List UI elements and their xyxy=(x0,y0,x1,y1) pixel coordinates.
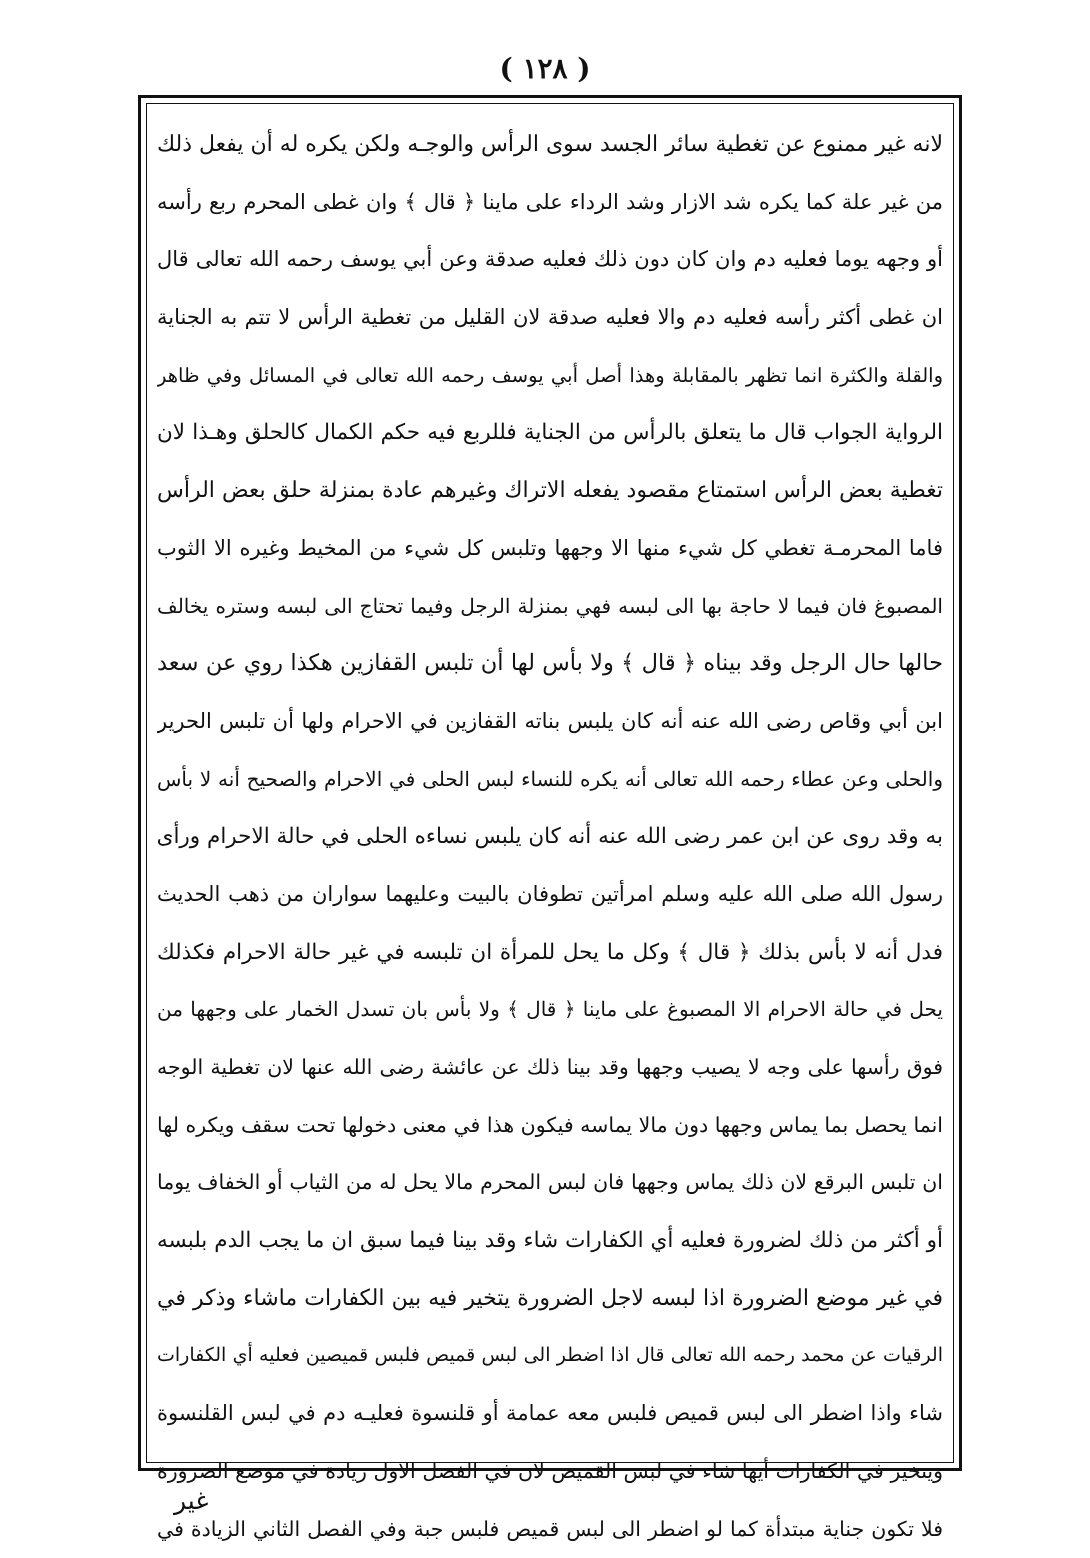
text-line: حالها حال الرجل وقد بيناه ﴿ قال ﴾ ولا بأس لها أن تلبس القفازين هكذا روي عن سعد xyxy=(157,635,943,693)
text-line: لانه غير ممنوع عن تغطية سائر الجسد سوى الرأس والوجـه ولكن يكره له أن يفعل ذلك xyxy=(157,116,943,174)
text-line: انما يحصل بما يماس وجهها دون مالا يماسه فيكون هذا في معنى دخولها تحت سقف ويكره لها xyxy=(157,1097,943,1155)
text-line: من غير علة كما يكره شد الازار وشد الرداء على ماينا ﴿ قال ﴾ وان غطى المحرم ربع رأسه xyxy=(157,174,943,232)
text-line: فلا تكون جناية مبتدأة كما لو اضطر الى لبس قميص فلبس جبة وفي الفصل الثاني الزيادة في xyxy=(157,1501,943,1558)
text-line: شاء واذا اضطر الى لبس قميص فلبس معه عمامة أو قلنسوة فعليـه دم في لبس القلنسوة xyxy=(157,1385,943,1443)
text-line: ان غطى أكثر رأسه فعليه دم والا فعليه صدقة لان القليل من تغطية الرأس لا تتم به الجناية xyxy=(157,289,943,347)
text-line: ويتخير في الكفارات أيها شاء في لبس القميص لان في الفصل الاول زيادة في موضع الضرورة xyxy=(157,1443,943,1501)
text-line: في غير موضع الضرورة اذا لبسه لاجل الضرورة يتخير فيه بين الكفارات ماشاء وذكر في xyxy=(157,1270,943,1328)
text-line: الرواية الجواب قال ما يتعلق بالرأس من الجناية فللربع فيه حكم الكمال كالحلق وهـذا لان xyxy=(157,404,943,462)
text-line: أو أكثر من ذلك لضرورة فعليه أي الكفارات شاء وقد بينا فيما سبق ان ما يجب الدم بلبسه xyxy=(157,1212,943,1270)
text-line: الرقيات عن محمد رحمه الله تعالى قال اذا اضطر الى لبس قميص فلبس قميصين فعليه أي الكفارات xyxy=(157,1327,943,1385)
main-text xyxy=(157,116,943,1558)
text-line: به وقد روى عن ابن عمر رضى الله عنه أنه كان يلبس نساءه الحلى في حالة الاحرام ورأى xyxy=(157,808,943,866)
catchword: غير xyxy=(174,1486,208,1515)
text-line: فدل أنه لا بأس بذلك ﴿ قال ﴾ وكل ما يحل للمرأة ان تلبسه في غير حالة الاحرام فكذلك xyxy=(157,924,943,982)
text-line: والقلة والكثرة انما تظهر بالمقابلة وهذا أصل أبي يوسف رحمه الله تعالى في المسائل وفي ظاهر xyxy=(157,347,943,405)
text-line: يحل في حالة الاحرام الا المصبوغ على ماينا ﴿ قال ﴾ ولا بأس بان تسدل الخمار على وجهها من xyxy=(157,981,943,1039)
text-line: والحلى وعن عطاء رحمه الله تعالى أنه يكره للنساء لبس الحلى في الاحرام والصحيح أنه لا بأس xyxy=(157,751,943,809)
text-line: تغطية بعض الرأس استمتاع مقصود يفعله الاتراك وغيرهم عادة بمنزلة حلق بعض الرأس xyxy=(157,462,943,520)
text-line: أو وجهه يوما فعليه دم وان كان دون ذلك فعليه صدقة وعن أبي يوسف رحمه الله تعالى قال xyxy=(157,231,943,289)
text-line: رسول الله صلى الله عليه وسلم امرأتين تطوفان بالبيت وعليهما سواران من ذهب الحديث xyxy=(157,866,943,924)
page-number: ( ١٢٨ ) xyxy=(0,52,1090,85)
text-line: فوق رأسها على وجه لا يصيب وجهها وقد بينا ذلك عن عائشة رضى الله عنها لان تغطية الوجه xyxy=(157,1039,943,1097)
text-line: ان تلبس البرقع لان ذلك يماس وجهها فان لبس المحرم مالا يحل له من الثياب أو الخفاف يوما xyxy=(157,1154,943,1212)
text-line: ابن أبي وقاص رضى الله عنه أنه كان يلبس بناته القفازين في الاحرام ولها أن تلبس الحرير xyxy=(157,693,943,751)
text-line: المصبوغ فان فيما لا حاجة بها الى لبسه فهي بمنزلة الرجل وفيما تحتاج الى لبسه وستره يخالف xyxy=(157,578,943,636)
page-frame xyxy=(146,103,954,1463)
text-line: فاما المحرمـة تغطي كل شيء منها الا وجهها وتلبس كل شيء من المخيط وغيره الا الثوب xyxy=(157,520,943,578)
